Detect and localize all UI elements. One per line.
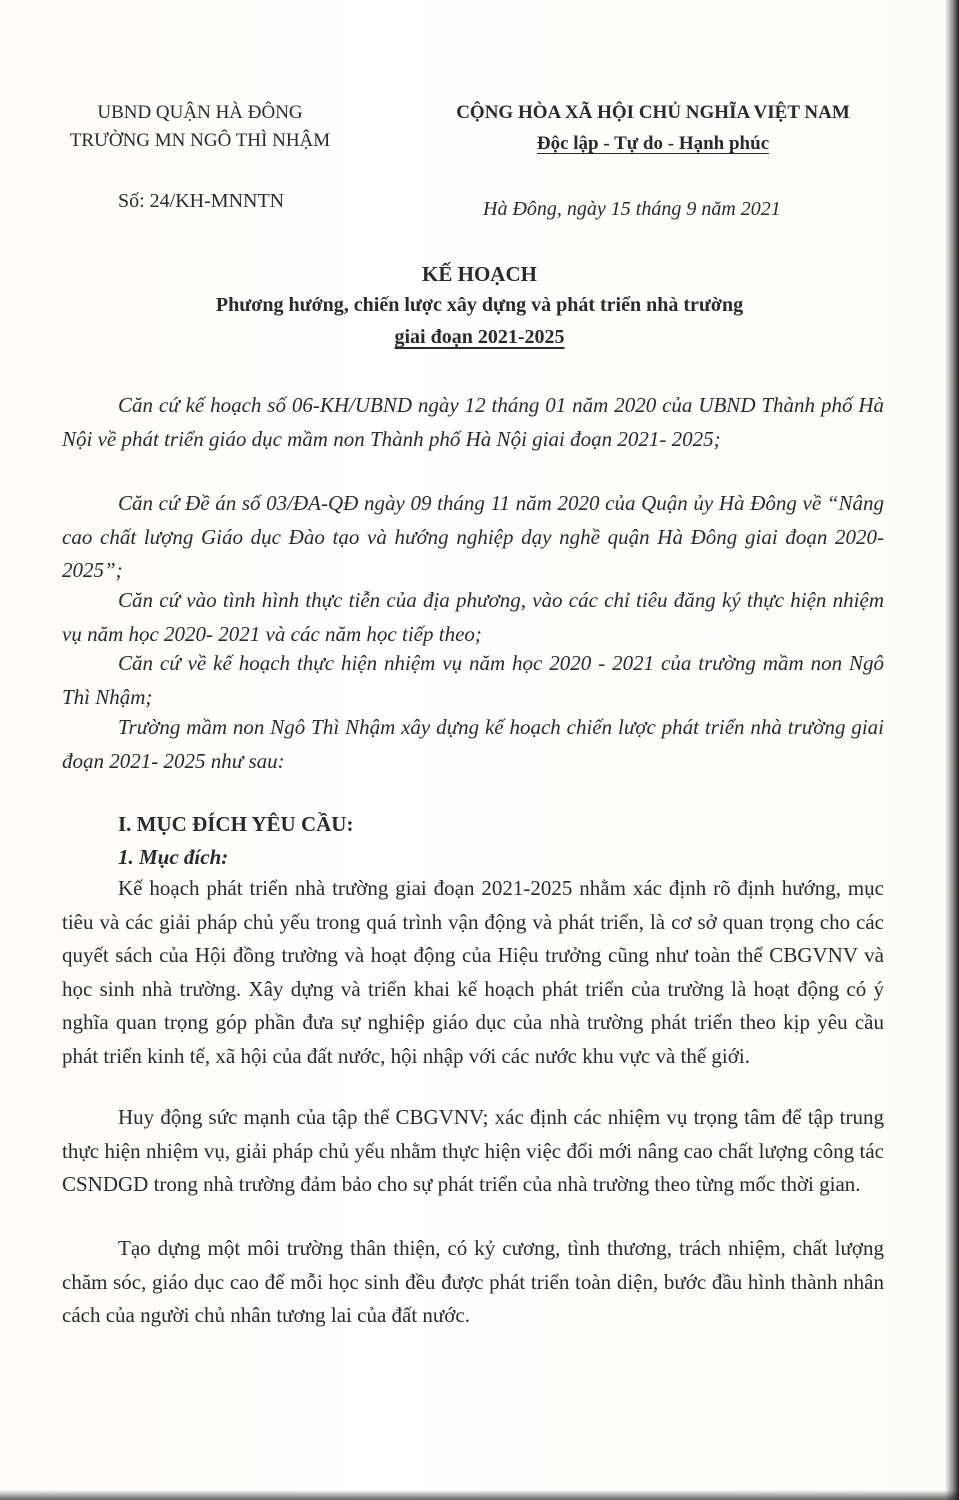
purpose-paragraph-2: Huy động sức mạnh của tập thể CBGVNV; xác định các nhiệm vụ trọng tâm để tập trung thực hiện nhiệm vụ, giải pháp chủ yếu nhằm thực hiện việc đổi mới nâng cao chất lượng công tác CSNDGD trong nhà trường đảm bảo cho sự phát triển của nhà trường theo từng mốc thời gian.	[62, 1105, 884, 1196]
document-title: KẾ HOẠCH	[422, 262, 537, 286]
place-date: Hà Đông, ngày 15 tháng 9 năm 2021	[483, 198, 781, 220]
basis-paragraph-4: Căn cứ về kế hoạch thực hiện nhiệm vụ năm học 2020 - 2021 của trường mầm non Ngô Thì Nhậm;	[62, 651, 884, 709]
section-heading: I. MỤC ĐÍCH YÊU CẦU:	[118, 812, 354, 836]
page-edge-shadow	[945, 0, 959, 1500]
basis-paragraph-3: Căn cứ vào tình hình thực tiễn của địa phương, vào các chỉ tiêu đăng ký thực hiện nhiệm vụ năm học 2020- 2021 và các năm học tiếp theo;	[62, 588, 884, 646]
document-subtitle: Phương hướng, chiến lược xây dựng và phát triển nhà trường	[215, 294, 744, 316]
page-bottom-shadow	[0, 1490, 959, 1500]
issuer-district: UBND QUẬN HÀ ĐÔNG	[97, 102, 303, 123]
issuer-school: TRƯỜNG MN NGÔ THÌ NHẬM	[69, 130, 331, 151]
document-subtitle-period: giai đoạn 2021-2025	[394, 326, 565, 348]
national-motto: Độc lập - Tự do - Hạnh phúc	[536, 133, 770, 154]
purpose-paragraph-3: Tạo dựng một môi trường thân thiện, có kỷ cương, tình thương, trách nhiệm, chất lượng chăm sóc, giáo dục cao để mỗi học sinh đều được phát triển toàn diện, bước đầu hình thành nhân cách của người chủ nhân tương lai của đất nước.	[62, 1236, 884, 1327]
national-title: CỘNG HÒA XÃ HỘI CHỦ NGHĨA VIỆT NAM	[456, 102, 850, 123]
purpose-paragraph-1: Kế hoạch phát triển nhà trường giai đoạn 2021-2025 nhằm xác định rõ định hướng, mục tiêu và các giải pháp chủ yếu trong quá trình vận động và phát triển, là cơ sở quan trọng cho các quyết sách của Hội đồng trường và hoạt động của Hiệu trưởng cũng như toàn thể CBGVNV và học sinh nhà trường. Xây dựng và triển khai kế hoạch phát triển của trường là hoạt động có ý nghĩa quan trọng góp phần đưa sự nghiệp giáo dục của nhà trường phát triển theo kịp yêu cầu phát triển kinh tế, xã hội của đất nước, hội nhập với các nước khu vực và thế giới.	[62, 876, 884, 1068]
basis-paragraph-5: Trường mầm non Ngô Thì Nhậm xây dựng kế hoạch chiến lược phát triển nhà trường giai đoạn 2021- 2025 như sau:	[62, 715, 884, 773]
document-number: Số: 24/KH-MNNTN	[118, 190, 285, 212]
subsection-heading: 1. Mục đích:	[118, 845, 229, 869]
basis-paragraph-2: Căn cứ Đề án số 03/ĐA-QĐ ngày 09 tháng 11 năm 2020 của Quận ủy Hà Đông về “Nâng cao chất lượng Giáo dục Đào tạo và hướng nghiệp dạy nghề quận Hà Đông giai đoạn 2020-2025”;	[62, 491, 884, 582]
basis-paragraph-1: Căn cứ kế hoạch số 06-KH/UBND ngày 12 tháng 01 năm 2020 của UBND Thành phố Hà Nội về phát triển giáo dục mầm non Thành phố Hà Nội giai đoạn 2021- 2025;	[62, 393, 884, 451]
